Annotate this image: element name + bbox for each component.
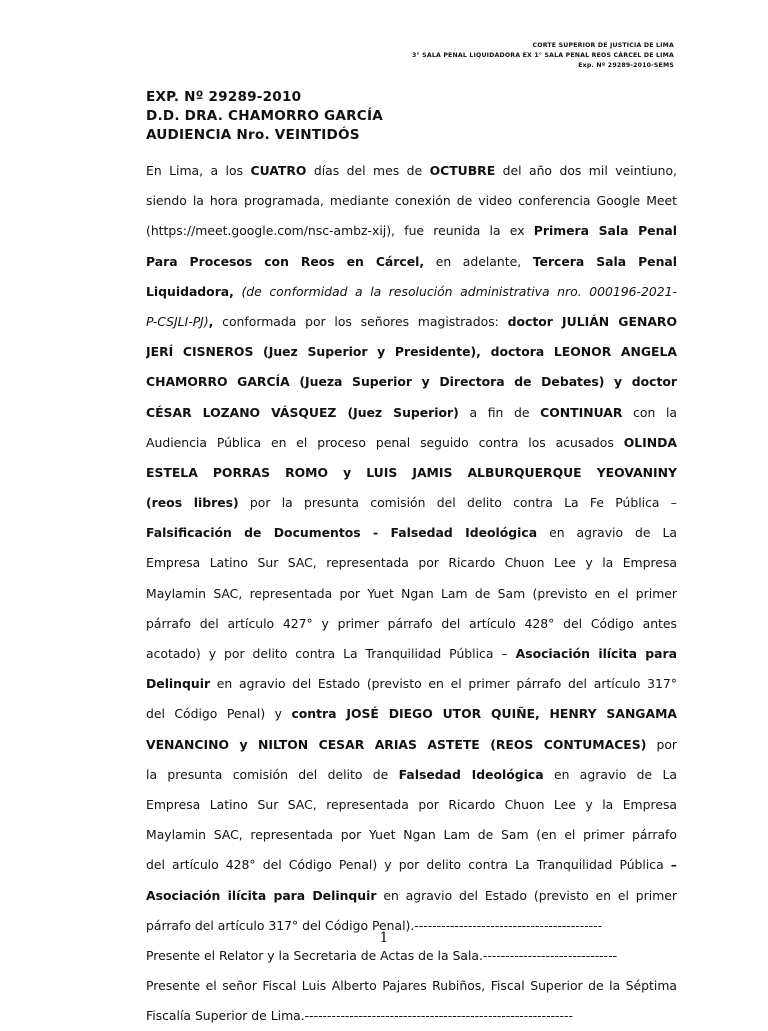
body-line: Empresa Latino Sur SAC, representada por Ricardo Chuon Lee y la Empresa xyxy=(146,796,677,812)
body-line: Liquidadora, (de conformidad a la resolución administrativa nro. 000196-2021- xyxy=(146,283,677,299)
body-line: CÉSAR LOZANO VÁSQUEZ (Juez Superior) a fin de CONTINUAR con la xyxy=(146,404,677,420)
body-line: Fiscalía Superior de Lima.------------------------------------------------------------ xyxy=(146,1008,573,1024)
court-name: CORTE SUPERIOR DE JUSTICIA DE LIMA xyxy=(532,42,674,49)
body-line: acotado) y por delito contra La Tranquilidad Pública – Asociación ilícita para xyxy=(146,646,677,661)
body-line: (https://meet.google.com/nsc-ambz-xij), fue reunida la ex Primera Sala Penal xyxy=(146,223,677,239)
body-line: Presente el Relator y la Secretaria de Actas de la Sala.------------------------------ xyxy=(146,947,618,963)
body-line: párrafo del artículo 317° del Código Penal).------------------------------------------ xyxy=(146,917,603,933)
body-line: CHAMORRO GARCÍA (Jueza Superior y Directora de Debates) y doctor xyxy=(146,374,677,390)
body-line: del artículo 428° del Código Penal) y por delito contra La Tranquilidad Pública – xyxy=(146,857,677,873)
header-file-number: Exp. Nº 29289-2010-SEMS xyxy=(578,62,674,69)
body-line: P-CSJLI-PJ), conformada por los señores magistrados: doctor JULIÁN GENARO xyxy=(146,313,677,329)
body-line: la presunta comisión del delito de Falsedad Ideológica en agravio de La xyxy=(146,766,677,782)
body-line: ESTELA PORRAS ROMO y LUIS JAMIS ALBURQUERQUE YEOVANINY xyxy=(146,464,677,480)
body-line: JERÍ CISNEROS (Juez Superior y Presidente), doctora LEONOR ANGELA xyxy=(146,344,677,360)
hearing-number: AUDIENCIA Nro. VEINTIDÓS xyxy=(146,127,360,143)
body-line: Empresa Latino Sur SAC, representada por Ricardo Chuon Lee y la Empresa xyxy=(146,555,677,571)
body-line: Maylamin SAC, representada por Yuet Ngan Lam de Sam (en el primer párrafo xyxy=(146,827,677,843)
chamber-name: 3° SALA PENAL LIQUIDADORA EX 1° SALA PENAL REOS CÁRCEL DE LIMA xyxy=(412,52,674,59)
body-line: En Lima, a los CUATRO días del mes de OCTUBRE del año dos mil veintiuno, xyxy=(146,163,677,178)
case-number: EXP. Nº 29289-2010 xyxy=(146,89,302,105)
body-line: (reos libres) por la presunta comisión del delito contra La Fe Pública – xyxy=(146,495,677,511)
body-line: Delinquir en agravio del Estado (previsto en el primer párrafo del artículo 317° xyxy=(146,676,677,692)
body-line: Audiencia Pública en el proceso penal seguido contra los acusados OLINDA xyxy=(146,434,677,450)
page-number: 1 xyxy=(379,930,389,946)
body-line: Asociación ilícita para Delinquir en agravio del Estado (previsto en el primer xyxy=(146,887,677,903)
body-line: siendo la hora programada, mediante conexión de video conferencia Google Meet xyxy=(146,193,677,209)
debate-director: D.D. DRA. CHAMORRO GARCÍA xyxy=(146,108,383,124)
body-line: del Código Penal) y contra JOSÉ DIEGO UTOR QUIÑE, HENRY SANGAMA xyxy=(146,706,677,722)
body-line: Maylamin SAC, representada por Yuet Ngan Lam de Sam (previsto en el primer xyxy=(146,585,677,601)
hearing-record-body xyxy=(146,156,677,1031)
body-line: Falsificación de Documentos - Falsedad Ideológica en agravio de La xyxy=(146,525,677,541)
case-caption xyxy=(146,88,383,145)
body-line: Presente el señor Fiscal Luis Alberto Pajares Rubiños, Fiscal Superior de la Séptima xyxy=(146,978,677,994)
body-line: Para Procesos con Reos en Cárcel, en adelante, Tercera Sala Penal xyxy=(146,253,677,269)
body-line: párrafo del artículo 427° y primer párrafo del artículo 428° del Código antes xyxy=(146,615,677,631)
meet-link: (https://meet.google.com/nsc-ambz-xij), fue reunida la ex xyxy=(146,223,534,239)
body-line: VENANCINO y NILTON CESAR ARIAS ASTETE (REOS CONTUMACES) por xyxy=(146,736,677,752)
court-header xyxy=(412,41,674,71)
